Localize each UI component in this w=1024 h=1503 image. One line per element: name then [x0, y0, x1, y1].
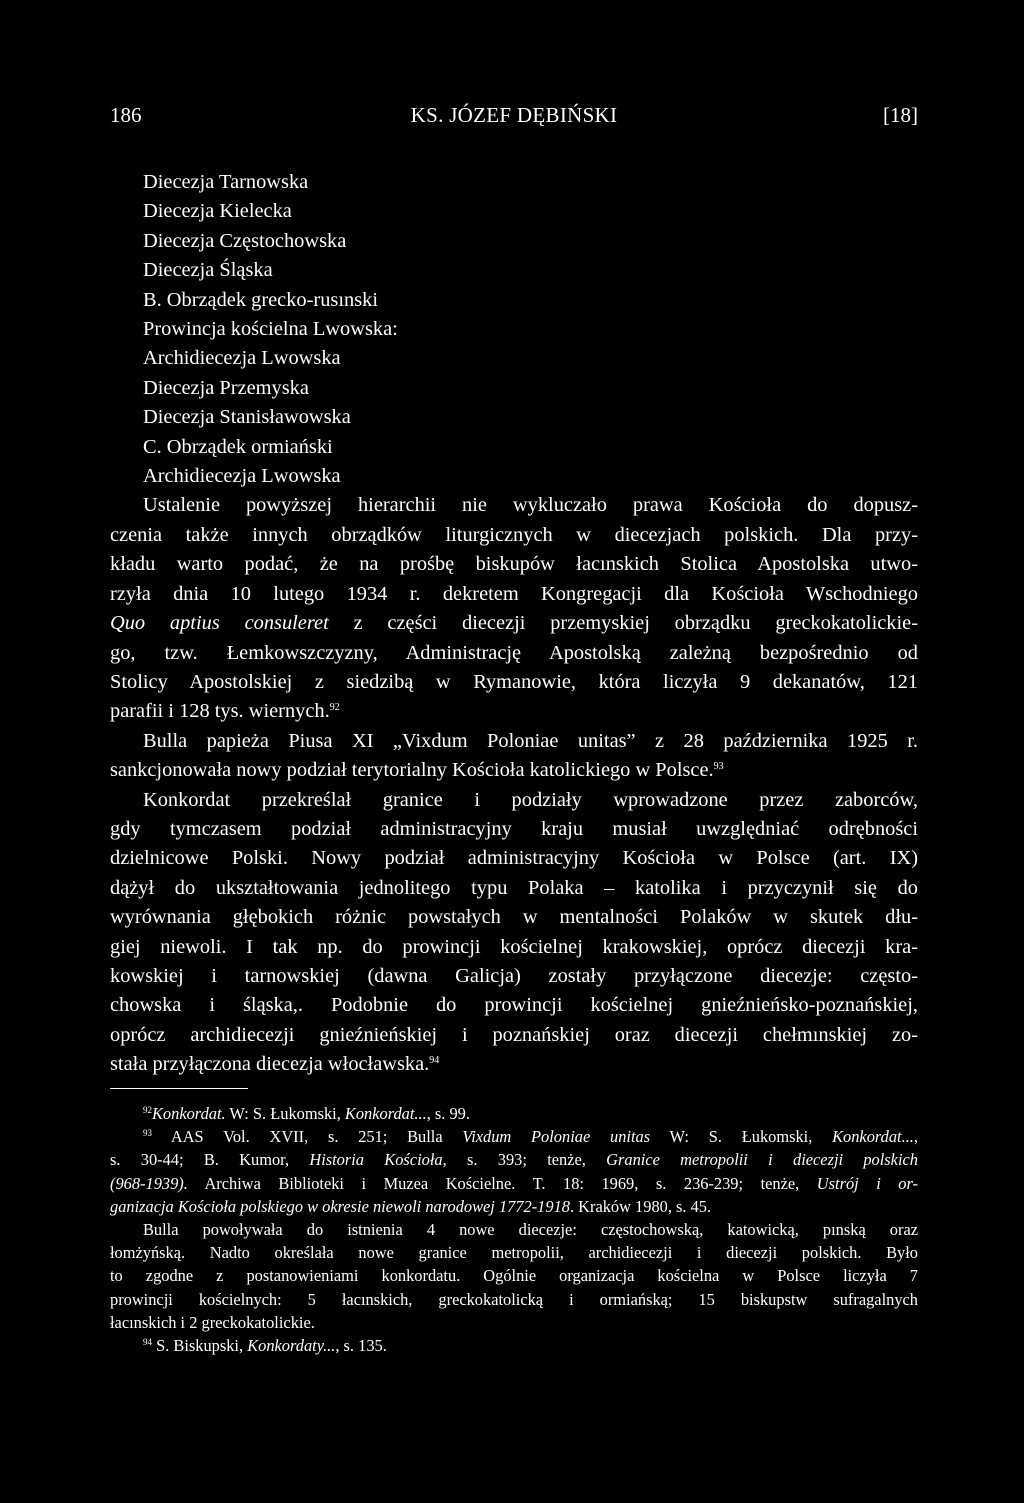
text-line: Konkordat przekreślał granice i podziały wprowadzone przez zaborców, — [143, 788, 918, 811]
text-line: chowska i śląska,. Podobnie do prowincji kościelnej gnieźnieńsko-poznańskiej, — [110, 994, 918, 1017]
text-line — [110, 609, 918, 638]
text-line: oprócz archidiecezji gnieźnieńskiej i poznańskiej oraz diecezji chełmınskiej zo- — [110, 1023, 918, 1046]
text-line: go, tzw. Łemkowszczyzny, Administrację Apostolską zależną bezpośrednio od — [110, 641, 918, 664]
text-line: dzielnicowe Polski. Nowy podział administracyjny Kościoła w Polsce (art. IX) — [110, 847, 918, 870]
footnote-line: s. 30-44; B. Kumor, Historia Kościoła, s. 393; tenże, Granice metropolii i diecezji polskich — [110, 1150, 918, 1170]
running-header — [110, 98, 918, 132]
list-item: Diecezja Tarnowska — [143, 171, 309, 193]
footnote-number: 94 — [143, 1337, 152, 1348]
footnote-line: $^{93}$ AAS Vol. XVII, s. 251; Bulla Vixdum Poloniae unitas W: S. Łukomski, Konkordat..., — [143, 1127, 919, 1147]
list-item: Diecezja Częstochowska — [143, 229, 347, 252]
text-line: Bulla papieża Piusa XI „Vixdum Poloniae unitas” z 28 października 1925 r. — [143, 729, 918, 752]
footnote-line: prowincji kościelnych: 5 łacınskich, greckokatolicką i ormiańską; 15 biskupstw sufragalnych — [110, 1289, 918, 1309]
text-fragment: parafii i 128 tys. wiernych. — [110, 700, 330, 723]
footnote-92: $^{92}$Konkordat. W: S. Łukomski, Konkordat..., s. 99. — [143, 1104, 470, 1123]
text-line: kowskiej i tarnowskiej (dawna Galicja) zostały przyłączone diecezje: często- — [110, 964, 918, 987]
paragraph-2 — [110, 727, 918, 786]
footnotes — [110, 1102, 918, 1357]
footnote-ref-93[interactable]: 93 — [713, 761, 724, 773]
list-item: Archidiecezja Lwowska — [143, 465, 341, 488]
list-item: Diecezja Kielecka — [143, 200, 292, 223]
text-line: wyrównania głębokich różnic powstałych w mentalności Polaków w skutek dłu- — [110, 906, 918, 929]
text-line: dążył do ukształtowania jednolitego typu Polaka – katolika i przyczynił się do — [110, 876, 918, 899]
page-number: 186 — [110, 103, 142, 127]
main-text — [110, 168, 918, 1080]
text-line: Stolicy Apostolskiej z siedzibą w Rymanowie, która liczyła 9 dekanatów, 121 — [110, 670, 918, 693]
text-line: kładu warto podać, że na prośbę biskupów łacınskich Stolica Apostolska utwo- — [110, 553, 918, 576]
footnote-number: 92 — [143, 1105, 152, 1115]
footnote-line: łomżyńską. Nadto określała nowe granice metropolii, archidiecezji i diecezji polskich. Było — [110, 1243, 918, 1263]
decree-title: Quo aptius consuleret — [110, 612, 329, 635]
footnote-number: 93 — [143, 1128, 152, 1139]
footnote-line: łacınskich i 2 greckokatolickie. — [110, 1312, 315, 1332]
text-line — [110, 756, 918, 785]
footnote-ref-92[interactable]: 92 — [329, 702, 340, 714]
running-title: KS. JÓZEF DĘBIŃSKI — [410, 103, 618, 127]
footnote-93 — [110, 1125, 918, 1334]
list-item: Diecezja Przemyska — [143, 376, 309, 399]
text-line — [110, 1050, 918, 1079]
footnote-ref-94[interactable]: 94 — [429, 1055, 440, 1067]
text-line: rzyła dnia 10 lutego 1934 r. dekretem Kongregacji dla Kościoła Wschodniego — [110, 582, 918, 605]
list-item: Diecezja Stanisławowska — [143, 406, 351, 429]
list-item: Archidiecezja Lwowska — [143, 347, 341, 370]
paragraph-1 — [110, 491, 918, 726]
text-line: Ustalenie powyższej hierarchii nie wykluczało prawa Kościoła do dopusz- — [143, 494, 918, 517]
list-item: Diecezja Śląska — [143, 259, 273, 282]
list-item: Prowincja kościelna Lwowska: — [143, 318, 398, 341]
footnote-separator — [110, 1088, 248, 1089]
text-fragment: z części diecezji przemyskiej obrządku greckokatolickie- — [353, 612, 918, 635]
paragraph-3 — [110, 786, 918, 1080]
text-line: czenia także innych obrządków liturgicznych w diecezjach polskich. Dla przy- — [110, 523, 918, 546]
footnote-line: (968-1939). Archiwa Biblioteki i Muzea Kościelne. T. 18: 1969, s. 236-239; tenże, Ustrój i or- — [110, 1173, 919, 1193]
footnote-line: Bulla powoływała do istnienia 4 nowe diecezje: częstochowską, katowicką, pınską oraz — [143, 1220, 918, 1240]
section-number: [18] — [883, 103, 918, 127]
footnote-94: $^{94}$ S. Biskupski, Konkordaty..., s. 135. — [143, 1336, 387, 1356]
text-line: giej niewoli. I tak np. do prowincji kościelnej krakowskiej, oprócz diecezji kra- — [110, 935, 918, 958]
text-fragment: stała przyłączona diecezja włocławska. — [110, 1053, 430, 1076]
diocese-list — [110, 168, 918, 491]
text-line: gdy tymczasem podział administracyjny kraju musiał uwzględniać odrębności — [110, 817, 918, 840]
footnote-line: ganizacja Kościoła polskiego w okresie niewoli narodowej 1772-1918. Kraków 1980, s. 45. — [110, 1196, 712, 1216]
text-fragment: sankcjonowała nowy podział terytorialny Kościoła katolickiego w Polsce. — [110, 759, 714, 782]
footnote-line: to zgodne z postanowieniami konkordatu. Ogólnie organizacja kościelna w Polsce liczyła 7 — [110, 1266, 918, 1286]
list-item: B. Obrządek grecko-rusınski — [143, 288, 378, 311]
text-line — [110, 697, 918, 726]
list-item: C. Obrządek ormiański — [143, 435, 333, 458]
